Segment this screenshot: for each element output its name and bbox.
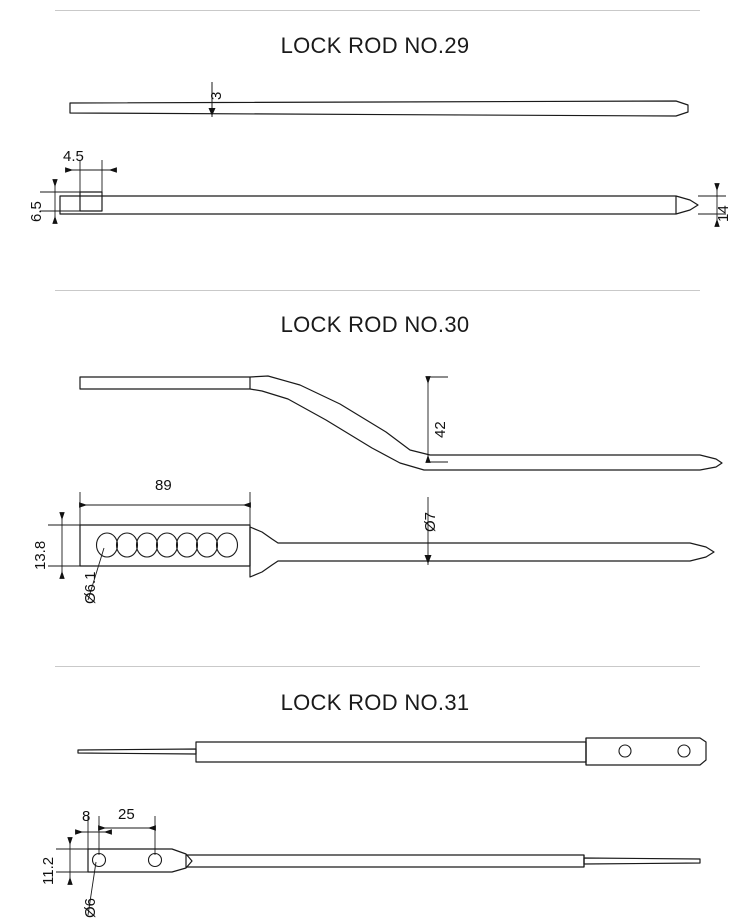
lock-rod-31-side-profile — [78, 738, 706, 765]
dim-30-offset — [428, 377, 448, 462]
dim-30-grip-length — [80, 492, 250, 525]
section-title-lock-rod-31: LOCK ROD NO.31 — [280, 690, 470, 715]
dim-label-30-offset: 42 — [432, 421, 449, 438]
dim-label-31-hole2-offset: 25 — [118, 806, 135, 823]
lock-rod-31-side-holes — [619, 745, 690, 757]
dim-label-31-hole1-offset: 8 — [82, 808, 91, 825]
dim-label-31-head-width: 11.2 — [40, 856, 57, 885]
divider-lower — [55, 666, 700, 667]
dim-label-30-hole-diameter: Ø6.1 — [82, 571, 99, 604]
dim-29-tab-height — [40, 180, 82, 223]
dim-31-head-width — [56, 838, 90, 884]
lock-rod-31-top-holes — [93, 854, 162, 867]
dim-label-29-thickness: 3 — [208, 91, 225, 100]
lock-rod-30-grip-scallops — [97, 533, 238, 557]
dim-30-grip-width — [48, 513, 82, 578]
lock-rod-31-top-profile — [88, 849, 700, 872]
dim-label-30-grip-length: 89 — [155, 477, 172, 494]
section-title-lock-rod-30: LOCK ROD NO.30 — [280, 312, 470, 337]
lock-rod-30-side-profile — [80, 376, 722, 470]
divider-top — [55, 10, 700, 11]
lock-rod-29-top-profile — [60, 192, 698, 214]
dim-label-29-tab-width: 4.5 — [63, 148, 84, 165]
divider-middle — [55, 290, 700, 291]
dim-label-29-tab-height: 6.5 — [28, 201, 45, 222]
dim-label-29-end-width: 14 — [715, 205, 732, 222]
dim-label-31-hole-diameter: Ø6 — [82, 897, 99, 918]
lock-rod-30-top-profile — [80, 525, 714, 577]
dim-label-30-grip-width: 13.8 — [32, 540, 49, 570]
dim-label-30-shaft-diameter: Ø7 — [422, 511, 439, 532]
lock-rod-29-side-profile — [70, 101, 688, 116]
section-title-lock-rod-29: LOCK ROD NO.29 — [280, 33, 470, 58]
